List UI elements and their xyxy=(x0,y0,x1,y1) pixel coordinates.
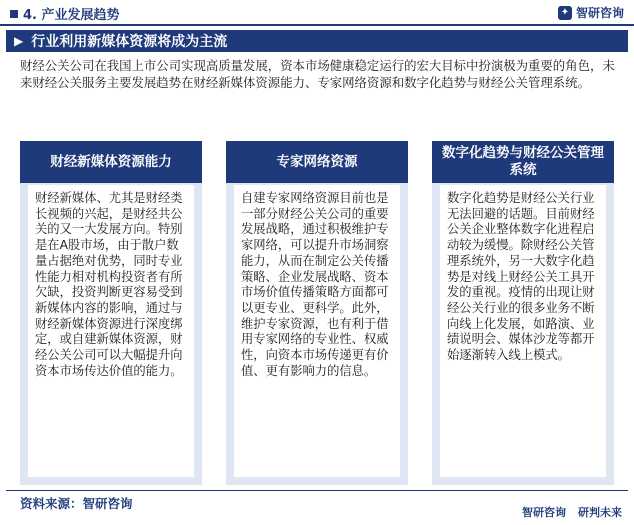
card-body: 财经新媒体、尤其是财经类长视频的兴起，是财经共公关的又一大发展方向。特别是在A股市场，由于散户数量占据绝对优势，同时专业性能力相对机构投资者有所欠缺，投资判断更容易受到新媒体内容的影响，通过与财经新媒体资源进行深度绑定，或自建新媒体资源，财经公关公司可以大幅提升向资本市场传达价值的能力。 xyxy=(28,185,194,477)
footer-brand xyxy=(522,504,622,520)
card-digitalization xyxy=(432,141,614,485)
section-square-icon xyxy=(10,10,18,18)
card-title: 数字化趋势与财经公关管理系统 xyxy=(432,141,614,183)
source-note: 资料来源：智研咨询 xyxy=(20,496,133,511)
footer-brand-name: 智研咨询 xyxy=(522,506,566,519)
title-bar xyxy=(6,30,628,52)
card-title: 专家网络资源 xyxy=(226,141,408,183)
brand xyxy=(558,4,624,21)
card-body: 自建专家网络资源目前也是一部分财经公关公司的重要发展战略，通过积极维护专家网络，可以提升市场洞察能力，从而在制定公关传播策略、企业发展战略、资本市场价值传播策略方面都可以更专业、更科学。此外，维护专家资源，也有利于借用专家网络的专业性、权威性，向资本市场传递更有价值、更有影响力的信息。 xyxy=(234,185,400,477)
title-arrow-icon: ▶ xyxy=(14,34,24,48)
brand-name: 智研咨询 xyxy=(575,6,624,20)
card-body: 数字化趋势是财经公关行业无法回避的话题。目前财经公关企业整体数字化进程启动较为缓慢。除财经公关管理系统外，另一大数字化趋势是对线上财经公关工具开发的重视。疫情的出现让财经公关行业的很多业务不断向线上化发展，如路演、业绩说明会、媒体沙龙等都开始逐渐转入线上模式。 xyxy=(440,185,606,477)
card-title: 财经新媒体资源能力 xyxy=(20,141,202,183)
page-title: 行业利用新媒体资源将成为主流 xyxy=(31,34,228,50)
footer-divider xyxy=(6,490,628,491)
footer-slogan: 研判未来 xyxy=(578,506,622,519)
section-label-text: 4. 产业发展趋势 xyxy=(23,8,120,23)
section-label xyxy=(10,4,120,23)
card-expert-network xyxy=(226,141,408,485)
brand-logo-icon: ✦ xyxy=(558,6,572,20)
top-bar xyxy=(0,0,634,26)
card-financial-new-media xyxy=(20,141,202,485)
intro-paragraph: 财经公关公司在我国上市公司实现高质量发展，资本市场健康稳定运行的宏大目标中扮演极为重要的角色，未来财经公关服务主要发展趋势在财经新媒体资源能力、专家网络资源和数字化趋势与财经公关管理系统。 xyxy=(20,58,615,90)
